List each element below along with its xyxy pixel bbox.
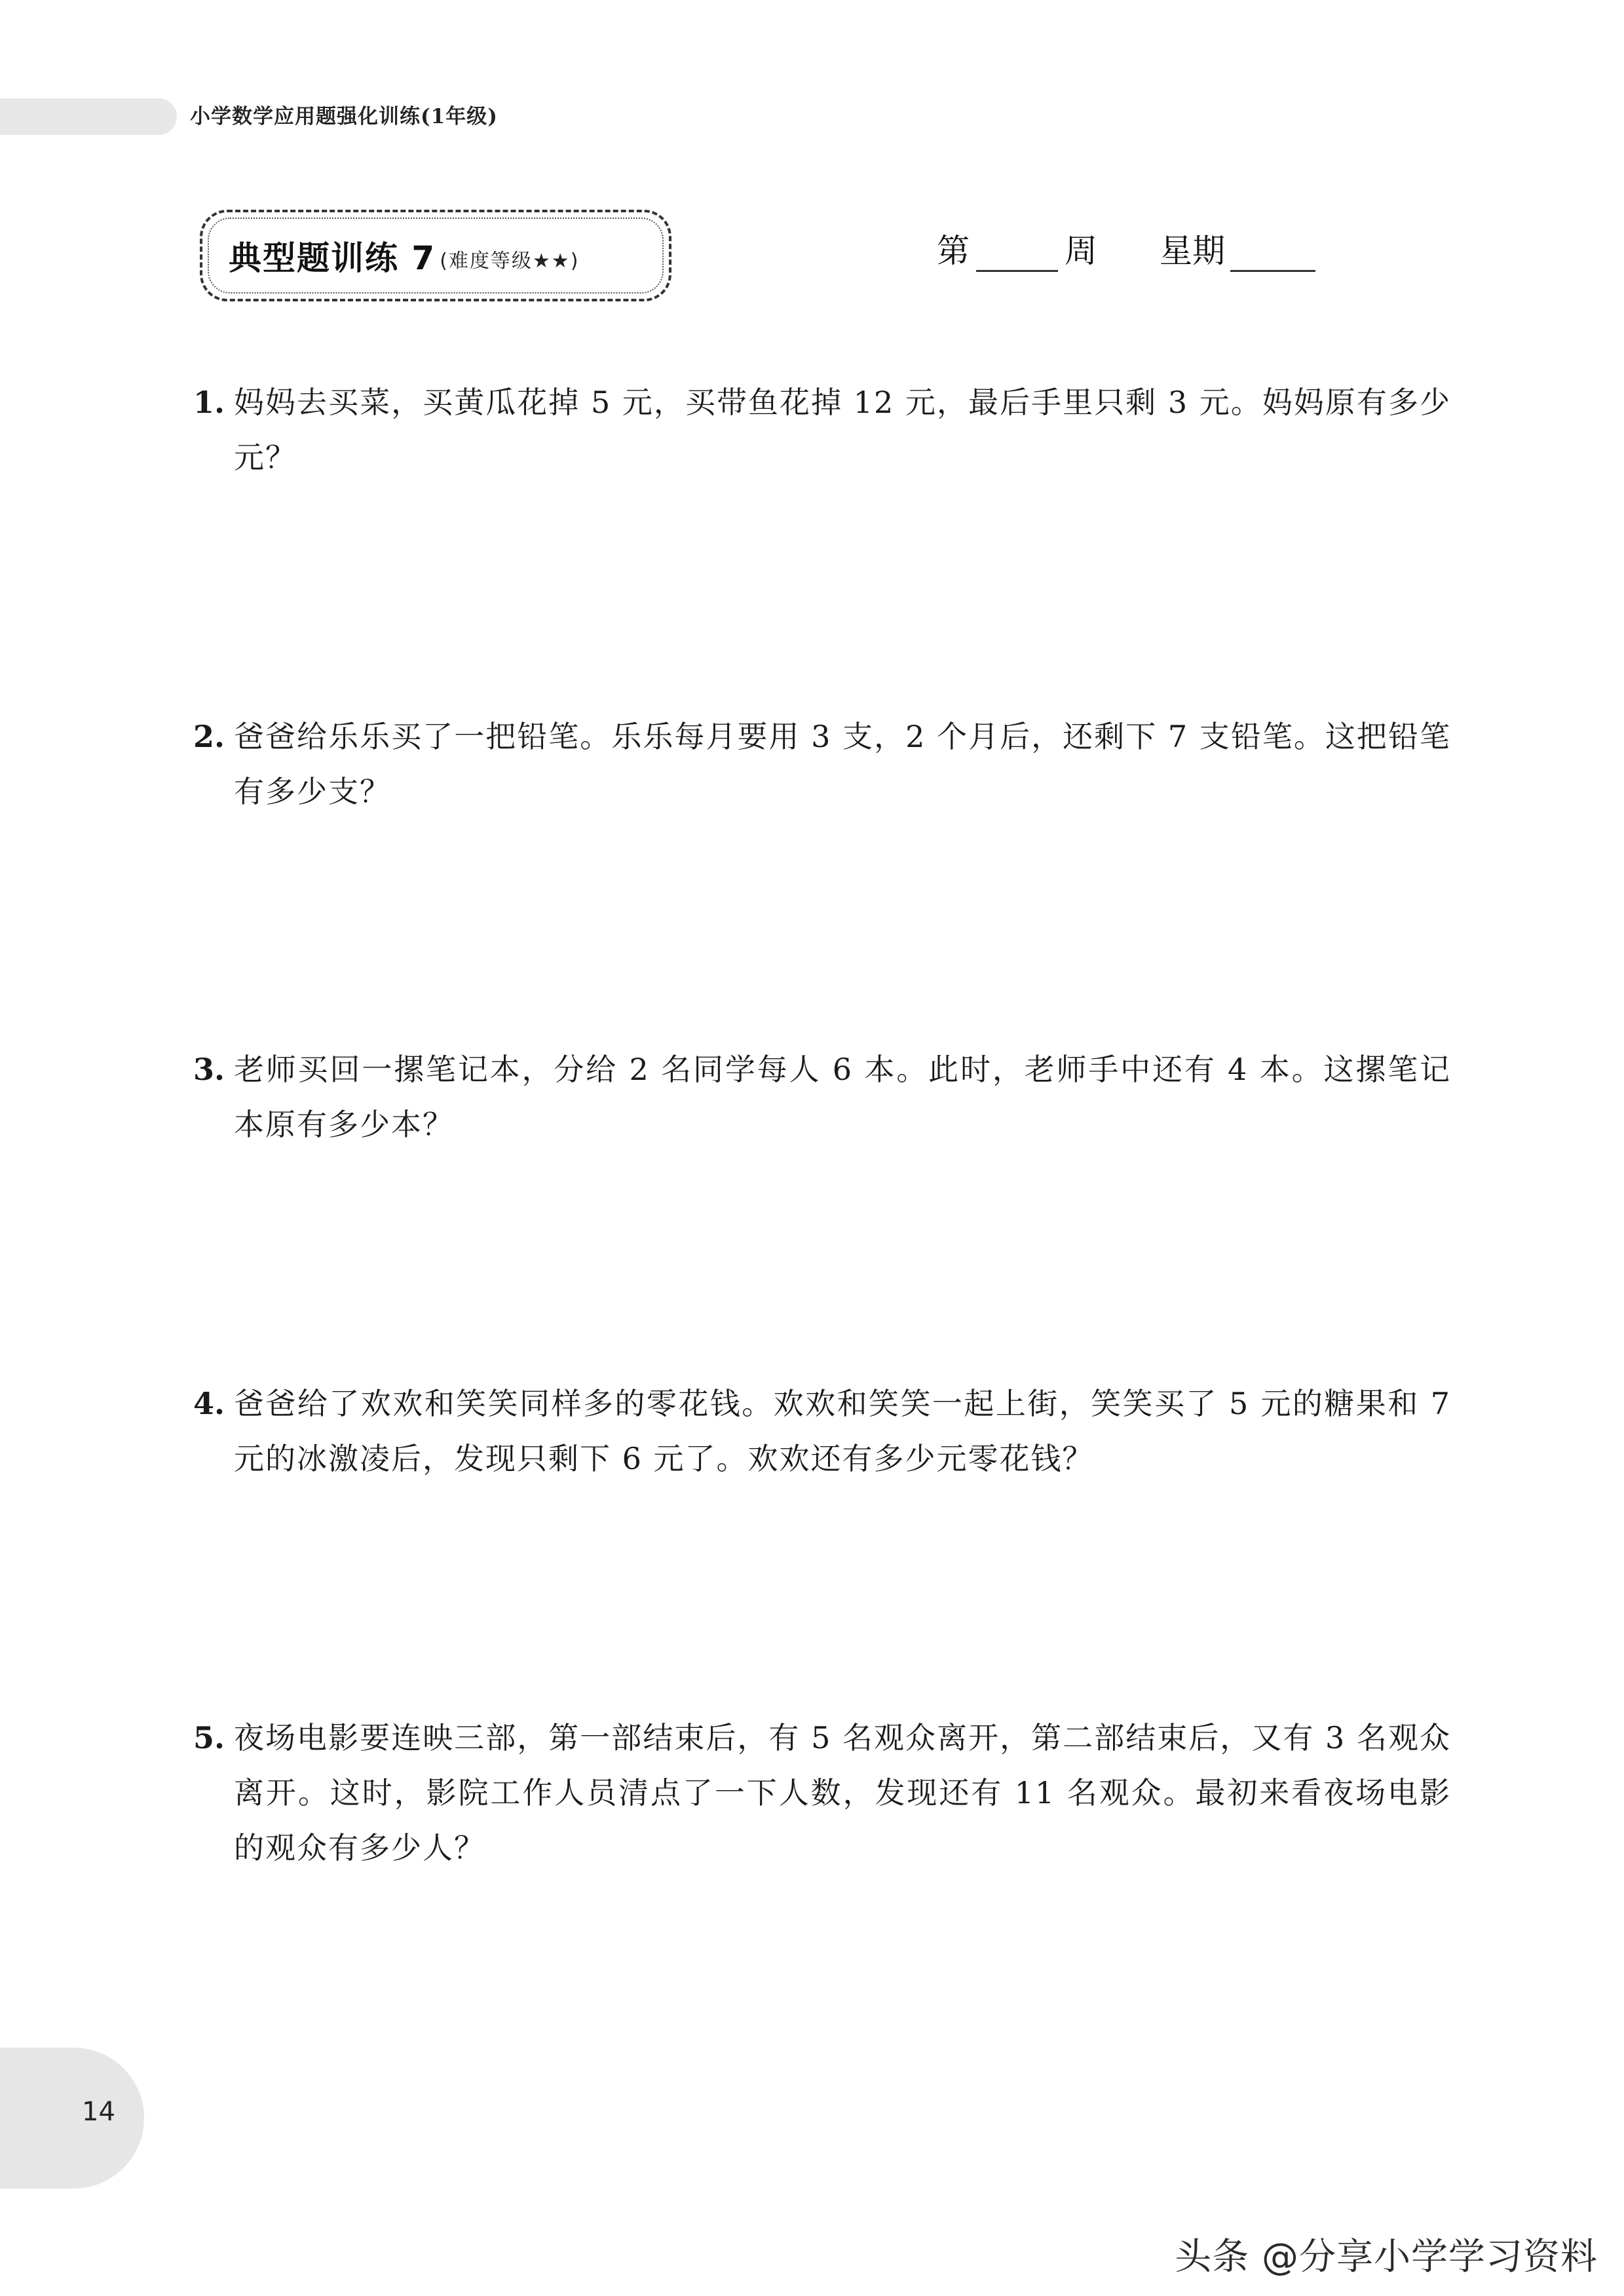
week-blank[interactable]: [976, 233, 1058, 272]
day-blank[interactable]: [1230, 233, 1315, 272]
question-number: 4.: [193, 1386, 225, 1421]
question-3: [193, 1042, 1451, 1152]
question-number: 1.: [193, 385, 225, 420]
question-5: [193, 1710, 1451, 1875]
question-text: 爸爸给乐乐买了一把铅笔。乐乐每月要用 3 支，2 个月后，还剩下 7 支铅笔。这把铅笔有多少支？: [234, 719, 1451, 809]
watermark: 头条 @分享小学学习资料: [1175, 2236, 1598, 2278]
question-number: 2.: [193, 719, 225, 754]
page-number-tab: [0, 2048, 144, 2189]
date-line: [937, 226, 1315, 272]
difficulty-label: (难度等级★★): [440, 250, 580, 273]
week-prefix: 第: [937, 232, 970, 270]
week-suffix: 周: [1065, 232, 1097, 270]
question-text: 爸爸给了欢欢和笑笑同样多的零花钱。欢欢和笑笑一起上街，笑笑买了 5 元的糖果和 7 元的冰激凌后，发现只剩下 6 元了。欢欢还有多少元零花钱？: [234, 1386, 1451, 1476]
page-number: 14: [82, 2097, 115, 2127]
header-band: [0, 98, 177, 135]
question-text: 夜场电影要连映三部，第一部结束后，有 5 名观众离开，第二部结束后，又有 3 名观众离开。这时，影院工作人员清点了一下人数，发现还有 11 名观众。最初来看夜场电影的观众有多少人？: [234, 1720, 1451, 1866]
question-2: [193, 709, 1451, 819]
question-text: 老师买回一摞笔记本，分给 2 名同学每人 6 本。此时，老师手中还有 4 本。这摞笔记本原有多少本？: [234, 1052, 1451, 1142]
day-label: 星期: [1160, 232, 1225, 270]
question-4: [193, 1376, 1451, 1486]
question-1: [193, 375, 1451, 485]
running-head: 小学数学应用题强化训练(1年级): [190, 105, 498, 128]
question-number: 5.: [193, 1720, 225, 1755]
question-number: 3.: [193, 1052, 225, 1087]
question-text: 妈妈去买菜，买黄瓜花掉 5 元，买带鱼花掉 12 元，最后手里只剩 3 元。妈妈原有多少元？: [234, 385, 1451, 475]
section-title-box: [200, 210, 671, 301]
section-title: 典型题训练 7: [229, 239, 436, 277]
